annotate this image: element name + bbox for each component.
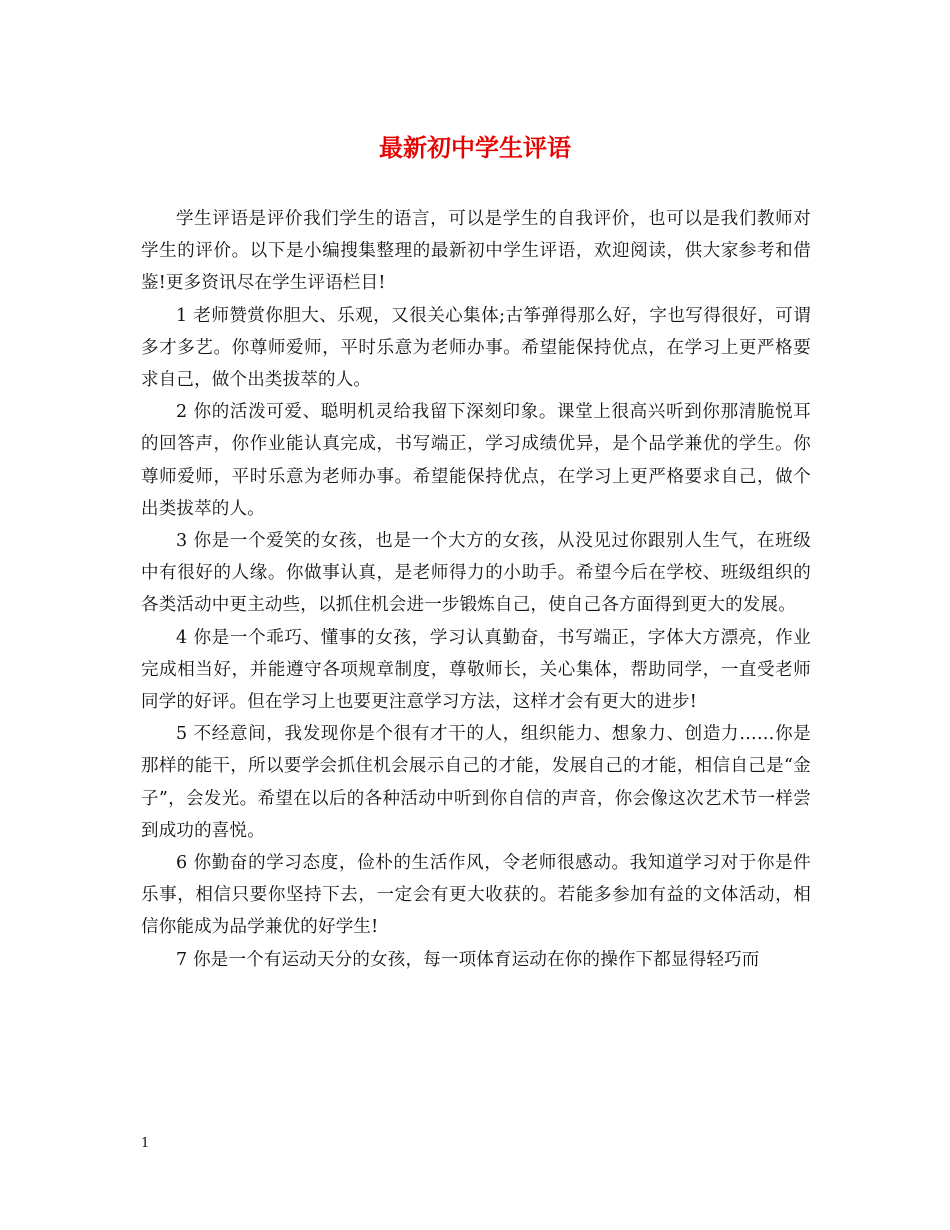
comment-paragraph-5: 5 不经意间，我发现你是个很有才干的人，组织能力、想象力、创造力……你是那样的能干，所以要学会抓住机会展示自己的才能，发展自己的才能，相信自己是“金子”，会发光。希望在以后的各种活动中听到你自信的声音，你会像这次艺术节一样尝到成功的喜悦。	[141, 724, 811, 841]
comment-paragraph-1: 1 老师赞赏你胆大、乐观，又很关心集体;古筝弹得那么好，字也写得很好，可谓多才多艺。你尊师爱师，平时乐意为老师办事。希望能保持优点，在学习上更严格要求自己，做个出类拔萃的人。	[141, 305, 811, 391]
intro-paragraph: 学生评语是评价我们学生的语言，可以是学生的自我评价，也可以是我们教师对学生的评价。以下是小编搜集整理的最新初中学生评语，欢迎阅读，供大家参考和借鉴!更多资讯尽在学生评语栏目!	[141, 209, 811, 294]
comment-paragraph-2: 2 你的活泼可爱、聪明机灵给我留下深刻印象。课堂上很高兴听到你那清脆悦耳的回答声，你作业能认真完成，书写端正，学习成绩优异，是个品学兼优的学生。你尊师爱师，平时乐意为老师办事。希望能保持优点，在学习上更严格要求自己，做个出类拔萃的人。	[141, 402, 811, 519]
comment-paragraph-3: 3 你是一个爱笑的女孩，也是一个大方的女孩，从没见过你跟别人生气，在班级中有很好的人缘。你做事认真，是老师得力的小助手。希望今后在学校、班级组织的各类活动中更主动些，以抓住机会进一步锻炼自己，使自己各方面得到更大的发展。	[141, 531, 811, 616]
document-title: 最新初中学生评语	[379, 133, 571, 162]
page-number: 1	[141, 1136, 150, 1151]
comment-paragraph-7: 7 你是一个有运动天分的女孩，每一项体育运动在你的操作下都显得轻巧而	[176, 949, 760, 970]
comment-paragraph-4: 4 你是一个乖巧、懂事的女孩，学习认真勤奋，书写端正，字体大方漂亮，作业完成相当好，并能遵守各项规章制度，尊敬师长，关心集体，帮助同学，一直受老师同学的好评。但在学习上也要更注意学习方法，这样才会有更大的进步!	[141, 627, 811, 713]
document-body	[141, 203, 811, 976]
comment-paragraph-6: 6 你勤奋的学习态度，俭朴的生活作风，令老师很感动。我知道学习对于你是件乐事，相信只要你坚持下去，一定会有更大收获的。若能多参加有益的文体活动，相信你能成为品学兼优的好学生!	[141, 853, 811, 938]
